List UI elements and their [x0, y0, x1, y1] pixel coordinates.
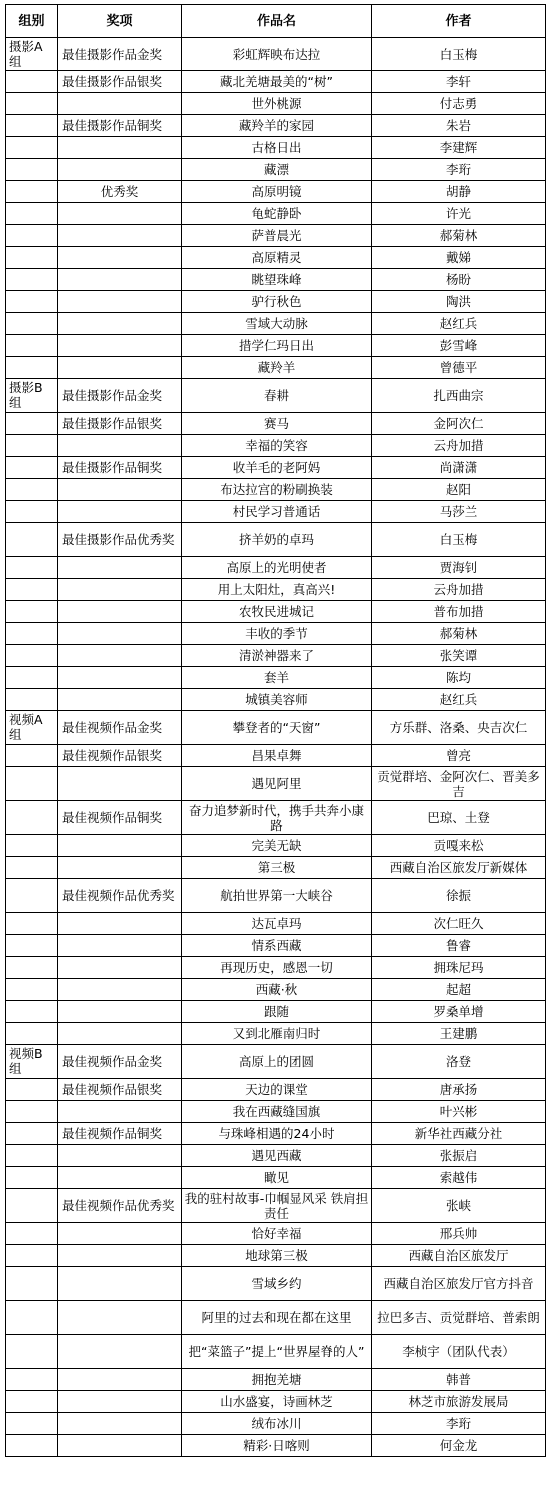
table-row — [6, 979, 546, 1001]
table-row — [6, 479, 546, 501]
cell-author: 马莎兰 — [372, 501, 546, 523]
cell-award: 最佳视频作品金奖 — [58, 711, 182, 745]
cell-author: 尚潇潇 — [372, 457, 546, 479]
cell-title: 藏北羌塘最美的“树” — [182, 71, 372, 93]
cell-title: 藏羚羊 — [182, 357, 372, 379]
cell-award — [58, 1301, 182, 1335]
table-row — [6, 115, 546, 137]
cell-group — [6, 623, 58, 645]
cell-title: 阿里的过去和现在都在这里 — [182, 1301, 372, 1335]
table-row — [6, 457, 546, 479]
table-row — [6, 93, 546, 115]
cell-group — [6, 801, 58, 835]
table-row — [6, 1245, 546, 1267]
cell-author: 拥珠尼玛 — [372, 957, 546, 979]
table-row — [6, 38, 546, 71]
cell-group — [6, 313, 58, 335]
table-body — [6, 38, 546, 1457]
header-author: 作者 — [372, 5, 546, 38]
cell-group — [6, 835, 58, 857]
cell-group — [6, 1189, 58, 1223]
cell-title: 与珠峰相遇的24小时 — [182, 1123, 372, 1145]
table-row — [6, 71, 546, 93]
cell-title: 把“菜篮子”提上“世界屋脊的人” — [182, 1335, 372, 1369]
cell-award: 最佳摄影作品铜奖 — [58, 457, 182, 479]
table-row — [6, 1223, 546, 1245]
cell-group — [6, 71, 58, 93]
cell-author: 林芝市旅游发展局 — [372, 1391, 546, 1413]
cell-title: 我在西藏缝国旗 — [182, 1101, 372, 1123]
cell-award — [58, 335, 182, 357]
cell-group — [6, 115, 58, 137]
cell-award: 最佳视频作品铜奖 — [58, 1123, 182, 1145]
cell-award — [58, 667, 182, 689]
cell-award — [58, 203, 182, 225]
cell-author: 方乐群、洛桑、央吉次仁 — [372, 711, 546, 745]
cell-title: 赛马 — [182, 413, 372, 435]
cell-award: 最佳摄影作品优秀奖 — [58, 523, 182, 557]
table-row — [6, 1391, 546, 1413]
cell-title: 挤羊奶的卓玛 — [182, 523, 372, 557]
cell-author: 金阿次仁 — [372, 413, 546, 435]
table-row — [6, 1435, 546, 1457]
cell-group — [6, 1023, 58, 1045]
cell-author: 罗桑单增 — [372, 1001, 546, 1023]
cell-title: 山水盛宴，诗画林芝 — [182, 1391, 372, 1413]
cell-title: 拥抱羌塘 — [182, 1369, 372, 1391]
table-row — [6, 1369, 546, 1391]
cell-author: 李桢宇（团队代表） — [372, 1335, 546, 1369]
table-row — [6, 203, 546, 225]
cell-group — [6, 479, 58, 501]
cell-award — [58, 1335, 182, 1369]
header-award: 奖项 — [58, 5, 182, 38]
cell-group — [6, 1167, 58, 1189]
cell-title: 藏漂 — [182, 159, 372, 181]
cell-title: 春耕 — [182, 379, 372, 413]
cell-author: 张振启 — [372, 1145, 546, 1167]
cell-award: 最佳视频作品优秀奖 — [58, 879, 182, 913]
cell-author: 曾亮 — [372, 745, 546, 767]
cell-title: 奋力追梦新时代，携手共奔小康路 — [182, 801, 372, 835]
table-row — [6, 225, 546, 247]
cell-award — [58, 1267, 182, 1301]
cell-group — [6, 935, 58, 957]
cell-title: 雪域乡约 — [182, 1267, 372, 1301]
table-row — [6, 435, 546, 457]
cell-group — [6, 645, 58, 667]
table-row — [6, 667, 546, 689]
header-title: 作品名 — [182, 5, 372, 38]
table-row — [6, 767, 546, 801]
cell-title: 再现历史，感恩一切 — [182, 957, 372, 979]
cell-author: 贾海钊 — [372, 557, 546, 579]
cell-title: 用上太阳灶，真高兴! — [182, 579, 372, 601]
cell-author: 云舟加措 — [372, 579, 546, 601]
cell-author: 何金龙 — [372, 1435, 546, 1457]
cell-award — [58, 623, 182, 645]
table-row — [6, 913, 546, 935]
cell-group — [6, 1301, 58, 1335]
cell-title: 高原精灵 — [182, 247, 372, 269]
cell-title: 彩虹辉映布达拉 — [182, 38, 372, 71]
cell-group — [6, 745, 58, 767]
cell-group — [6, 879, 58, 913]
cell-award — [58, 435, 182, 457]
cell-author: 王建鹏 — [372, 1023, 546, 1045]
cell-author: 鲁睿 — [372, 935, 546, 957]
cell-award — [58, 957, 182, 979]
cell-award — [58, 857, 182, 879]
table-row — [6, 1045, 546, 1079]
cell-award — [58, 557, 182, 579]
cell-author: 徐振 — [372, 879, 546, 913]
cell-award — [58, 137, 182, 159]
cell-group — [6, 667, 58, 689]
cell-title: 眺望珠峰 — [182, 269, 372, 291]
table-row — [6, 623, 546, 645]
cell-author: 西藏自治区旅发厅官方抖音 — [372, 1267, 546, 1301]
cell-author: 付志勇 — [372, 93, 546, 115]
cell-author: 贡觉群培、金阿次仁、晋美多吉 — [372, 767, 546, 801]
cell-group — [6, 435, 58, 457]
table-row — [6, 1267, 546, 1301]
table-row — [6, 313, 546, 335]
cell-group — [6, 1123, 58, 1145]
cell-title: 跟随 — [182, 1001, 372, 1023]
table-row — [6, 745, 546, 767]
cell-title: 萨普晨光 — [182, 225, 372, 247]
cell-author: 云舟加措 — [372, 435, 546, 457]
cell-title: 恰好幸福 — [182, 1223, 372, 1245]
cell-author: 巴琼、土登 — [372, 801, 546, 835]
cell-author: 许光 — [372, 203, 546, 225]
cell-award: 最佳视频作品铜奖 — [58, 801, 182, 835]
cell-title: 我的驻村故事-巾帼显风采 铁肩担责任 — [182, 1189, 372, 1223]
cell-group — [6, 457, 58, 479]
cell-title: 达瓦卓玛 — [182, 913, 372, 935]
cell-title: 龟蛇静卧 — [182, 203, 372, 225]
cell-group — [6, 767, 58, 801]
cell-award — [58, 935, 182, 957]
cell-group — [6, 1413, 58, 1435]
table-row — [6, 181, 546, 203]
table-row — [6, 1101, 546, 1123]
table-row — [6, 335, 546, 357]
cell-group — [6, 689, 58, 711]
cell-title: 西藏·秋 — [182, 979, 372, 1001]
cell-award: 最佳摄影作品银奖 — [58, 71, 182, 93]
cell-author: 胡静 — [372, 181, 546, 203]
cell-group — [6, 203, 58, 225]
cell-title: 绒布冰川 — [182, 1413, 372, 1435]
table-row — [6, 957, 546, 979]
cell-title: 第三极 — [182, 857, 372, 879]
cell-title: 驴行秋色 — [182, 291, 372, 313]
cell-award — [58, 93, 182, 115]
cell-group — [6, 225, 58, 247]
cell-author: 次仁旺久 — [372, 913, 546, 935]
cell-award — [58, 1145, 182, 1167]
cell-group — [6, 335, 58, 357]
table-row — [6, 579, 546, 601]
cell-award — [58, 479, 182, 501]
cell-award — [58, 313, 182, 335]
cell-group — [6, 1145, 58, 1167]
cell-group — [6, 1001, 58, 1023]
cell-award — [58, 1413, 182, 1435]
cell-group — [6, 523, 58, 557]
cell-title: 藏羚羊的家园 — [182, 115, 372, 137]
awards-table — [5, 4, 546, 1457]
cell-award: 最佳视频作品银奖 — [58, 745, 182, 767]
cell-award — [58, 1023, 182, 1045]
cell-group — [6, 181, 58, 203]
cell-author: 李建辉 — [372, 137, 546, 159]
cell-author: 郝菊林 — [372, 225, 546, 247]
cell-author: 李珩 — [372, 159, 546, 181]
cell-author: 赵红兵 — [372, 313, 546, 335]
cell-award — [58, 1245, 182, 1267]
table-header-row — [6, 5, 546, 38]
cell-group — [6, 1267, 58, 1301]
cell-author: 白玉梅 — [372, 523, 546, 557]
cell-group — [6, 579, 58, 601]
cell-author: 洛登 — [372, 1045, 546, 1079]
cell-award — [58, 501, 182, 523]
table-row — [6, 269, 546, 291]
table-row — [6, 857, 546, 879]
table-row — [6, 1335, 546, 1369]
cell-award: 最佳摄影作品银奖 — [58, 413, 182, 435]
table-row — [6, 879, 546, 913]
cell-group — [6, 93, 58, 115]
cell-title: 布达拉宫的粉刷换装 — [182, 479, 372, 501]
cell-title: 套羊 — [182, 667, 372, 689]
table-row — [6, 1413, 546, 1435]
cell-author: 西藏自治区旅发厅 — [372, 1245, 546, 1267]
cell-author: 索越伟 — [372, 1167, 546, 1189]
cell-author: 白玉梅 — [372, 38, 546, 71]
cell-group: 摄影B组 — [6, 379, 58, 413]
cell-award — [58, 1223, 182, 1245]
table-row — [6, 291, 546, 313]
cell-title: 农牧民进城记 — [182, 601, 372, 623]
cell-author: 邢兵帅 — [372, 1223, 546, 1245]
cell-award — [58, 767, 182, 801]
table-row — [6, 413, 546, 435]
cell-title: 完美无缺 — [182, 835, 372, 857]
cell-award — [58, 689, 182, 711]
cell-group — [6, 1079, 58, 1101]
cell-award — [58, 269, 182, 291]
table-row — [6, 711, 546, 745]
cell-title: 情系西藏 — [182, 935, 372, 957]
cell-group — [6, 1245, 58, 1267]
cell-title: 城镇美容师 — [182, 689, 372, 711]
table-row — [6, 1001, 546, 1023]
cell-title: 航拍世界第一大峡谷 — [182, 879, 372, 913]
cell-group — [6, 1223, 58, 1245]
cell-award — [58, 1167, 182, 1189]
table-row — [6, 357, 546, 379]
cell-group: 视频A组 — [6, 711, 58, 745]
table-row — [6, 601, 546, 623]
table-row — [6, 247, 546, 269]
cell-title: 天边的课堂 — [182, 1079, 372, 1101]
table-row — [6, 935, 546, 957]
cell-award — [58, 979, 182, 1001]
cell-author: 戴娣 — [372, 247, 546, 269]
cell-group — [6, 1101, 58, 1123]
cell-title: 高原上的光明使者 — [182, 557, 372, 579]
cell-award — [58, 601, 182, 623]
cell-title: 雪域大动脉 — [182, 313, 372, 335]
cell-author: 起超 — [372, 979, 546, 1001]
cell-author: 贡嘎来松 — [372, 835, 546, 857]
cell-award: 最佳摄影作品金奖 — [58, 38, 182, 71]
table-row — [6, 523, 546, 557]
cell-author: 张峡 — [372, 1189, 546, 1223]
table-row — [6, 1123, 546, 1145]
cell-award — [58, 579, 182, 601]
cell-title: 古格日出 — [182, 137, 372, 159]
table-row — [6, 1189, 546, 1223]
cell-author: 赵红兵 — [372, 689, 546, 711]
cell-author: 扎西曲宗 — [372, 379, 546, 413]
cell-award — [58, 913, 182, 935]
cell-author: 叶兴彬 — [372, 1101, 546, 1123]
cell-author: 唐承扬 — [372, 1079, 546, 1101]
cell-group — [6, 413, 58, 435]
cell-title: 高原上的团圆 — [182, 1045, 372, 1079]
cell-award — [58, 1101, 182, 1123]
cell-award: 最佳视频作品银奖 — [58, 1079, 182, 1101]
cell-title: 清淤神器来了 — [182, 645, 372, 667]
cell-author: 彭雪峰 — [372, 335, 546, 357]
header-group: 组别 — [6, 5, 58, 38]
cell-group — [6, 979, 58, 1001]
cell-group — [6, 601, 58, 623]
table-row — [6, 379, 546, 413]
cell-title: 遇见阿里 — [182, 767, 372, 801]
table-row — [6, 501, 546, 523]
cell-award — [58, 159, 182, 181]
table-row — [6, 801, 546, 835]
cell-author: 杨盼 — [372, 269, 546, 291]
cell-title: 昌果卓舞 — [182, 745, 372, 767]
table-row — [6, 1167, 546, 1189]
cell-award — [58, 225, 182, 247]
cell-title: 又到北雁南归时 — [182, 1023, 372, 1045]
cell-group: 摄影A组 — [6, 38, 58, 71]
cell-author: 李珩 — [372, 1413, 546, 1435]
cell-award — [58, 835, 182, 857]
cell-author: 韩普 — [372, 1369, 546, 1391]
cell-group — [6, 1391, 58, 1413]
cell-author: 新华社西藏分社 — [372, 1123, 546, 1145]
cell-group — [6, 269, 58, 291]
cell-group — [6, 247, 58, 269]
cell-title: 精彩·日喀则 — [182, 1435, 372, 1457]
cell-author: 赵阳 — [372, 479, 546, 501]
cell-author: 曾德平 — [372, 357, 546, 379]
cell-author: 陶洪 — [372, 291, 546, 313]
cell-group — [6, 501, 58, 523]
cell-title: 丰收的季节 — [182, 623, 372, 645]
cell-title: 村民学习普通话 — [182, 501, 372, 523]
cell-group — [6, 1435, 58, 1457]
cell-title: 措学仁玛日出 — [182, 335, 372, 357]
cell-author: 拉巴多吉、贡觉群培、普索朗 — [372, 1301, 546, 1335]
cell-award — [58, 1369, 182, 1391]
cell-group — [6, 957, 58, 979]
table-row — [6, 645, 546, 667]
cell-award: 最佳摄影作品金奖 — [58, 379, 182, 413]
cell-group — [6, 857, 58, 879]
cell-award: 优秀奖 — [58, 181, 182, 203]
cell-award: 最佳视频作品优秀奖 — [58, 1189, 182, 1223]
cell-author: 普布加措 — [372, 601, 546, 623]
cell-award — [58, 1435, 182, 1457]
table-row — [6, 1301, 546, 1335]
table-row — [6, 689, 546, 711]
cell-award — [58, 1001, 182, 1023]
cell-award: 最佳视频作品金奖 — [58, 1045, 182, 1079]
table-row — [6, 1145, 546, 1167]
table-row — [6, 557, 546, 579]
cell-group — [6, 357, 58, 379]
cell-award — [58, 1391, 182, 1413]
cell-award — [58, 645, 182, 667]
table-row — [6, 1023, 546, 1045]
cell-group: 视频B组 — [6, 1045, 58, 1079]
cell-title: 瞰见 — [182, 1167, 372, 1189]
cell-author: 朱岩 — [372, 115, 546, 137]
cell-award — [58, 291, 182, 313]
cell-title: 地球第三极 — [182, 1245, 372, 1267]
cell-group — [6, 159, 58, 181]
cell-award: 最佳摄影作品铜奖 — [58, 115, 182, 137]
cell-author: 陈均 — [372, 667, 546, 689]
cell-author: 李轩 — [372, 71, 546, 93]
cell-title: 幸福的笑容 — [182, 435, 372, 457]
cell-title: 收羊毛的老阿妈 — [182, 457, 372, 479]
table-row — [6, 1079, 546, 1101]
cell-group — [6, 1335, 58, 1369]
cell-group — [6, 557, 58, 579]
table-row — [6, 835, 546, 857]
table-row — [6, 137, 546, 159]
cell-author: 张笑谭 — [372, 645, 546, 667]
cell-author: 西藏自治区旅发厅新媒体 — [372, 857, 546, 879]
cell-award — [58, 357, 182, 379]
cell-group — [6, 137, 58, 159]
cell-title: 高原明镜 — [182, 181, 372, 203]
cell-title: 世外桃源 — [182, 93, 372, 115]
table-row — [6, 159, 546, 181]
cell-title: 遇见西藏 — [182, 1145, 372, 1167]
cell-title: 攀登者的“天窗” — [182, 711, 372, 745]
cell-group — [6, 1369, 58, 1391]
cell-author: 郝菊林 — [372, 623, 546, 645]
cell-award — [58, 247, 182, 269]
cell-group — [6, 913, 58, 935]
cell-group — [6, 291, 58, 313]
